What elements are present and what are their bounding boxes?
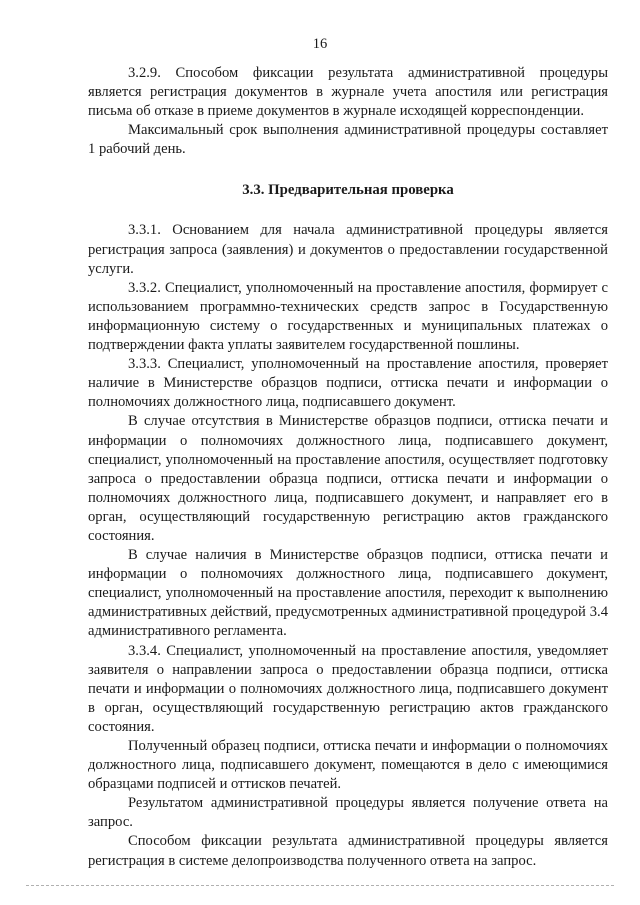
paragraph-3-3-3: 3.3.3. Специалист, уполномоченный на проставление апостиля, проверяет наличие в Министерстве образцов подписи, оттиска печати и информации о полномочиях должностного лица, подписавшего документ. xyxy=(88,356,608,411)
footer-divider xyxy=(26,885,614,886)
paragraph-3-3-2: 3.3.2. Специалист, уполномоченный на проставление апостиля, формирует с использованием программно-технических средств запрос в Государственную информационную систему о государственных и муниципальных платежах о подтверждении факта уплаты заявителем государственной пошлины. xyxy=(88,279,608,354)
page-number: 16 xyxy=(312,36,328,52)
paragraph-presence-case: В случае наличия в Министерстве образцов подписи, оттиска печати и информации о полномочиях должностного лица, подписавшего документ, специалист, уполномоченный на проставление апостиля, переходит к выполнению административных действий, предусмотренных административной процедурой 3.4 административного регламента. xyxy=(88,547,608,640)
document-body xyxy=(88,64,608,871)
paragraph-result: Результатом административной процедуры является получение ответа на запрос. xyxy=(88,795,608,831)
paragraph-absence-case: В случае отсутствия в Министерстве образцов подписи, оттиска печати и информации о полномочиях должностного лица, подписавшего документ, специалист, уполномоченный на проставление апостиля, осуществляет подготовку запроса о предоставлении образца подписи, оттиска печати и информации о полномочиях должностного лица, подписавшего документ, и направляет его в орган, осуществляющий государственную регистрацию актов гражданского состояния. xyxy=(88,413,608,544)
paragraph-fixation: Способом фиксации результата административной процедуры является регистрация в системе делопроизводства полученного ответа на запрос. xyxy=(88,833,608,869)
section-title: 3.3. Предварительная проверка xyxy=(242,182,454,199)
paragraph-3-3-1: 3.3.1. Основанием для начала административной процедуры является регистрация запроса (заявления) и документов о предоставлении государственной услуги. xyxy=(88,222,608,277)
paragraph-3-3-4: 3.3.4. Специалист, уполномоченный на проставление апостиля, уведомляет заявителя о направлении запроса о предоставлении образца подписи, оттиска печати и информации о полномочиях должностного лица, подписавшего документ в орган, осуществляющий государственную регистрацию актов гражданского состояния. xyxy=(88,642,608,735)
paragraph-max-term: Максимальный срок выполнения административной процедуры составляет 1 рабочий день. xyxy=(88,122,608,158)
paragraph-received-sample: Полученный образец подписи, оттиска печати и информации о полномочиях должностного лица, подписавшего документ, помещаются в дело с имеющимися образцами подписей и оттисков печатей. xyxy=(88,738,608,793)
paragraph-3-2-9: 3.2.9. Способом фиксации результата административной процедуры является регистрация документов в журнале учета апостиля или регистрация письма об отказе в приеме документов в журнале исходящей корреспонденции. xyxy=(88,65,608,120)
